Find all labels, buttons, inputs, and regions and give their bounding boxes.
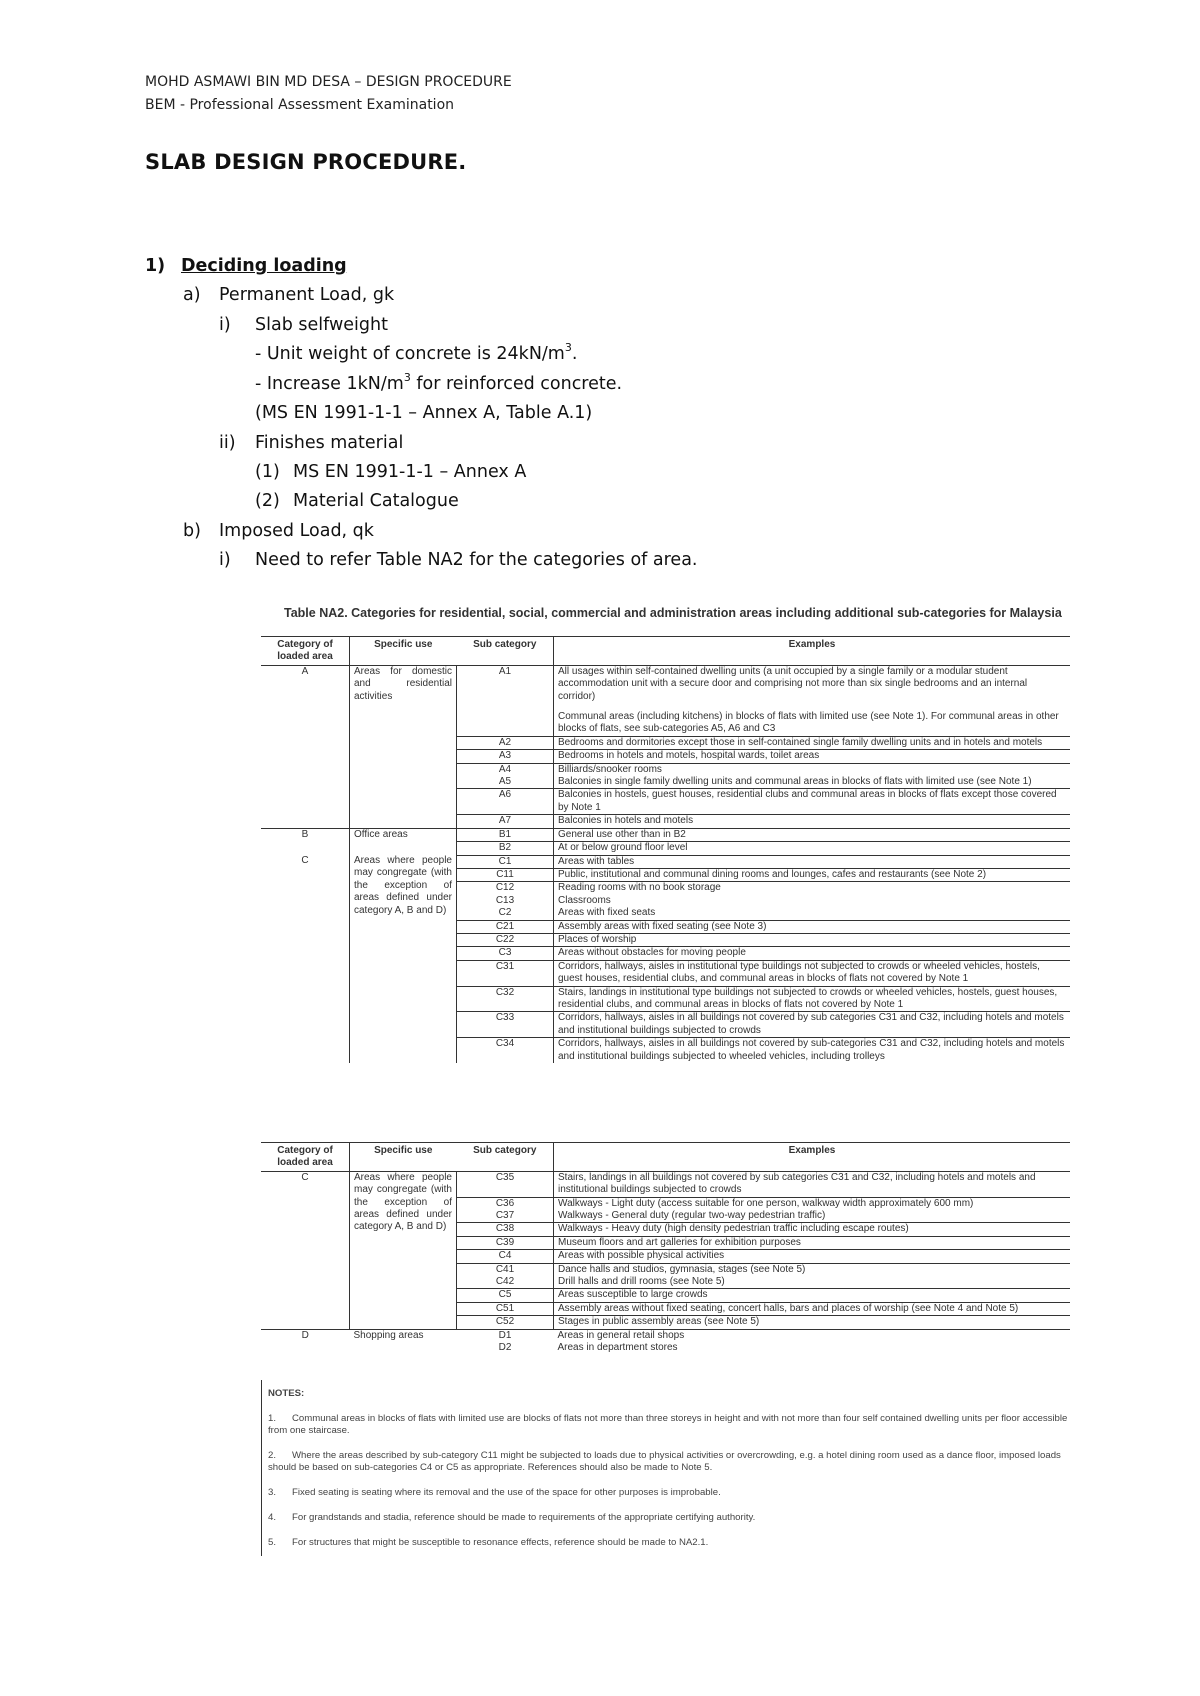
examples-cell: Walkways - General duty (regular two-way pedestrian traffic)	[554, 1210, 1071, 1223]
table-notes	[268, 1388, 1078, 1562]
sub-category-cell: A2	[457, 736, 554, 749]
reference-line: (MS EN 1991-1-1 – Annex A, Table A.1)	[255, 403, 593, 423]
examples-cell: Areas in general retail shops	[557, 1329, 685, 1341]
sub-category-cell: B2	[457, 842, 554, 855]
item-b-i-label: Need to refer Table NA2 for the categories of area.	[255, 550, 698, 570]
header-specific-use: Specific use	[350, 1143, 457, 1172]
examples-cell: Dance halls and studios, gymnasia, stages (see Note 5)	[554, 1263, 1071, 1276]
sub-category-cell: C33	[457, 1012, 554, 1038]
table-row	[261, 665, 1070, 736]
finishes-2-number: (2)	[255, 491, 280, 511]
finishes-1-text: MS EN 1991-1-1 – Annex A	[293, 462, 527, 482]
sub-category-cell: C32	[457, 986, 554, 1012]
item-b-i-number: i)	[219, 550, 231, 570]
examples-cell: General use other than in B2	[554, 828, 1071, 841]
header-sub-category: Sub category	[457, 637, 554, 666]
note-text: For structures that might be susceptible to resonance effects, reference should be made to NA2.1.	[292, 1537, 709, 1548]
examples-cell: Assembly areas without fixed seating, concert halls, bars and places of worship (see Note 4 and Note 5)	[554, 1302, 1071, 1315]
sub-category-cell: C2	[457, 907, 554, 920]
note-number: 1.	[268, 1413, 277, 1424]
finishes-2	[255, 491, 459, 511]
increase-line	[255, 371, 623, 394]
sub-category-cell: C5	[457, 1289, 554, 1302]
sub-category-cell: C12	[495, 882, 515, 894]
examples-cell	[554, 665, 1071, 736]
examples-cell: Corridors, hallways, aisles in institutional type buildings not subjected to crowds or wheeled vehicles, hostels, guest houses, residential clubs, and communal areas in blocks of flats not covered by Note 1	[554, 960, 1071, 986]
specific-use-cell: Areas where people may congregate (with the exception of areas defined under category A, B and D)	[350, 855, 457, 1063]
header-sub-category: Sub category	[457, 1143, 554, 1172]
notes-heading: NOTES:	[268, 1388, 305, 1399]
table-row	[261, 828, 1070, 841]
sub-category-cell: C51	[457, 1302, 554, 1315]
examples-text-2: Communal areas (including kitchens) in blocks of flats with limited use (see Note 1). For communal areas in other blocks of flats, see sub-categories A5, A6 and C3	[558, 711, 1059, 735]
note-text: Communal areas in blocks of flats with limited use are blocks of flats not more than three storeys in height and with not more than four self contained dwelling units per floor accessible from one staircase.	[268, 1413, 1068, 1436]
examples-cell: Walkways - Heavy duty (high density pedestrian traffic including escape routes)	[554, 1223, 1071, 1236]
header-examples: Examples	[554, 1143, 1071, 1172]
examples-text: All usages within self-contained dwelling units (a unit occupied by a single family or a modular student accommodation unit with a secure door and comprising not more than six single bedrooms and an internal corridor)	[558, 665, 1028, 702]
header-category: Category of loaded area	[261, 637, 350, 666]
examples-cell: Areas susceptible to large crowds	[554, 1289, 1071, 1302]
item-a-ii-label: Finishes material	[255, 433, 404, 453]
examples-cell: At or below ground floor level	[554, 842, 1071, 855]
sub-category-cell: A1	[457, 665, 554, 736]
examples-cell: Stairs, landings in all buildings not covered by sub categories C31 and C32, including hotels and motels and institutional buildings subjected to crowds	[554, 1171, 1071, 1197]
examples-cell: Areas in department stores	[557, 1342, 678, 1354]
examples-cell: Balconies in single family dwelling units and communal areas in blocks of flats with limited use (see Note 1)	[554, 776, 1071, 789]
sub-category-cell: C11	[457, 868, 554, 881]
sub-category-cell: C1	[457, 855, 554, 868]
header-line-2: BEM - Professional Assessment Examination	[145, 97, 455, 113]
sub-category-cell: C52	[457, 1316, 554, 1329]
unit-weight-text: - Unit weight of concrete is 24kN/m	[255, 344, 565, 364]
examples-cell: Areas with fixed seats	[554, 907, 1071, 920]
item-a-ii	[219, 433, 403, 453]
sub-category-cell: C21	[457, 920, 554, 933]
table-caption: Table NA2. Categories for residential, social, commercial and administration areas including additional sub-categories for Malaysia	[284, 606, 1062, 620]
sub-category-cell: C41	[495, 1263, 515, 1275]
examples-cell: Places of worship	[554, 933, 1071, 946]
note-item	[268, 1512, 1078, 1524]
table-row	[261, 1171, 1070, 1197]
category-cell: B	[261, 828, 350, 855]
examples-cell: Walkways - Light duty (access suitable for one person, walkway width approximately 600 mm)	[554, 1197, 1071, 1210]
note-number: 3.	[268, 1487, 277, 1498]
sub-category-cell: C42	[457, 1276, 554, 1289]
specific-use-cell: Shopping areas	[353, 1329, 424, 1341]
unit-weight-line	[255, 341, 578, 364]
item-a-ii-number: ii)	[219, 433, 236, 453]
note-text: Fixed seating is seating where its removal and the use of the space for other purposes is improbable.	[292, 1487, 721, 1498]
examples-cell: Assembly areas with fixed seating (see Note 3)	[554, 920, 1071, 933]
increase-text: - Increase 1kN/m	[255, 374, 404, 394]
section-1-heading: Deciding loading	[181, 256, 347, 276]
specific-use-cell: Areas for domestic and residential activities	[350, 665, 457, 828]
sub-category-cell: C36	[495, 1197, 515, 1209]
sub-category-cell: D2	[498, 1342, 512, 1354]
table-header-row	[261, 1143, 1070, 1172]
finishes-1-number: (1)	[255, 462, 280, 482]
note-number: 5.	[268, 1537, 277, 1548]
category-cell: D	[301, 1329, 309, 1341]
item-b-label: Imposed Load, qk	[219, 521, 374, 541]
examples-cell: Areas with possible physical activities	[554, 1250, 1071, 1263]
sub-category-cell: A7	[457, 815, 554, 828]
sub-category-cell: C39	[457, 1236, 554, 1249]
header-line-1: MOHD ASMAWI BIN MD DESA – DESIGN PROCEDURE	[145, 74, 512, 90]
table-na2-part-1	[261, 636, 1070, 1063]
increase-end: for reinforced concrete.	[410, 374, 623, 394]
category-cell: C	[261, 855, 350, 1063]
sub-category-cell: C35	[457, 1171, 554, 1197]
examples-cell: Bedrooms in hotels and motels, hospital wards, toilet areas	[554, 750, 1071, 763]
examples-cell: Museum floors and art galleries for exhibition purposes	[554, 1236, 1071, 1249]
examples-cell: Corridors, hallways, aisles in all buildings not covered by sub-categories C31 and C32, including hotels and motels and institutional buildings subjected to wheeled vehicles, including trolleys	[554, 1038, 1071, 1063]
note-item	[268, 1450, 1078, 1474]
header-examples: Examples	[554, 637, 1071, 666]
examples-cell: Areas without obstacles for moving people	[554, 947, 1071, 960]
item-a-i	[219, 315, 388, 335]
category-cell: C	[261, 1171, 350, 1329]
sub-category-cell: A3	[457, 750, 554, 763]
specific-use-cell: Areas where people may congregate (with the exception of areas defined under category A, B and D)	[350, 1171, 457, 1329]
section-1	[145, 256, 347, 276]
examples-cell: Classrooms	[554, 895, 1071, 907]
item-b-i	[219, 550, 697, 570]
note-text: Where the areas described by sub-category C11 might be subjected to loads due to physical activities or overcrowding, e.g. a hotel dining room used as a dance floor, imposed loads should be based on sub-categories C4 or C5 as appropriate. References should also be made to Note 5.	[268, 1450, 1061, 1473]
sub-category-cell: B1	[457, 828, 554, 841]
item-a-number: a)	[183, 285, 201, 305]
specific-use-cell: Office areas	[350, 828, 457, 855]
table-row	[261, 1329, 1070, 1342]
header-specific-use: Specific use	[350, 637, 457, 666]
item-a-i-number: i)	[219, 315, 231, 335]
examples-cell: Balconies in hotels and motels	[554, 815, 1071, 828]
sub-category-cell: C34	[495, 1038, 515, 1050]
examples-cell: Billiards/snooker rooms	[554, 763, 1071, 776]
item-a-label: Permanent Load, gk	[219, 285, 395, 305]
unit-weight-end: .	[571, 344, 578, 364]
sub-category-cell: C13	[495, 894, 515, 906]
note-item	[268, 1487, 1078, 1499]
sub-category-cell: A5	[457, 776, 554, 789]
table-row	[261, 855, 1070, 868]
sub-category-cell: C4	[457, 1250, 554, 1263]
examples-cell: Stairs, landings in institutional type buildings not subjected to crowds or wheeled vehicles, hostels, guest houses, residential clubs, and communal areas in blocks of flats not covered by Note 1	[554, 986, 1071, 1012]
sub-category-cell: C31	[457, 960, 554, 986]
item-a-i-label: Slab selfweight	[255, 315, 388, 335]
note-number: 2.	[268, 1450, 277, 1461]
examples-cell: Drill halls and drill rooms (see Note 5)	[554, 1276, 1071, 1289]
increase-sup: 3	[403, 371, 411, 384]
item-b-number: b)	[183, 521, 201, 541]
sub-category-cell: C37	[457, 1210, 554, 1223]
note-item	[268, 1413, 1078, 1437]
finishes-1	[255, 462, 526, 482]
category-cell: A	[261, 665, 350, 828]
header-category: Category of loaded area	[261, 1143, 350, 1172]
table-na2-part-2	[261, 1142, 1070, 1355]
finishes-2-text: Material Catalogue	[293, 491, 459, 511]
notes-left-border	[261, 1380, 262, 1556]
sub-category-cell: A6	[457, 789, 554, 815]
table-header-row	[261, 637, 1070, 666]
sub-category-cell: C3	[457, 947, 554, 960]
item-b	[183, 521, 374, 541]
sub-category-cell: C22	[457, 933, 554, 946]
examples-cell: Reading rooms with no book storage	[554, 882, 1071, 895]
examples-cell: Stages in public assembly areas (see Note 5)	[554, 1316, 1071, 1329]
note-item	[268, 1537, 1078, 1549]
page-title: SLAB DESIGN PROCEDURE.	[145, 150, 467, 174]
examples-cell: Balconies in hostels, guest houses, residential clubs and communal areas in blocks of flats except those covered by Note 1	[554, 789, 1071, 815]
section-1-number: 1)	[145, 256, 166, 276]
examples-cell: Corridors, hallways, aisles in all buildings not covered by sub categories C31 and C32, including hotels and motels and institutional buildings subjected to crowds	[554, 1012, 1071, 1038]
sub-category-cell: C38	[457, 1223, 554, 1236]
note-number: 4.	[268, 1512, 277, 1523]
sub-category-cell: D1	[498, 1329, 512, 1341]
item-a	[183, 285, 394, 305]
examples-cell: Public, institutional and communal dining rooms and lounges, cafes and restaurants (see Note 2)	[554, 868, 1071, 881]
unit-weight-sup: 3	[564, 341, 572, 354]
sub-category-cell: A4	[498, 763, 512, 775]
note-text: For grandstands and stadia, reference should be made to requirements of the appropriate certifying authority.	[292, 1512, 756, 1523]
examples-cell: Areas with tables	[554, 855, 1071, 868]
examples-cell: Bedrooms and dormitories except those in self-contained single family dwelling units and in hotels and motels	[554, 736, 1071, 749]
